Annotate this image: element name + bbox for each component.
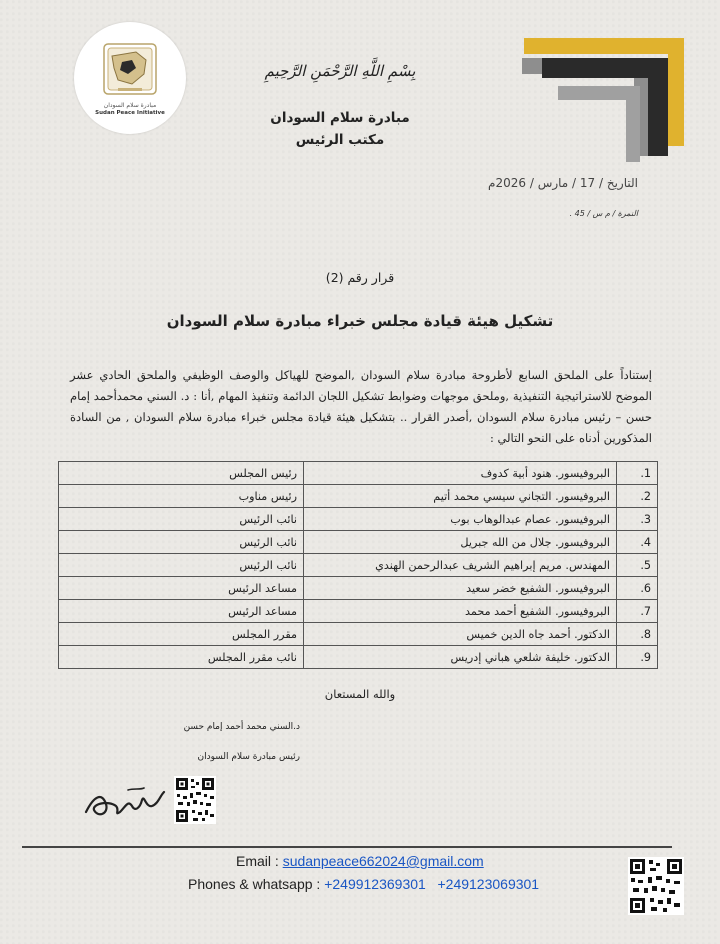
signature-qr-code-icon bbox=[174, 776, 216, 824]
member-role: مساعد الرئيس bbox=[59, 577, 304, 600]
closing-phrase: والله المستعان bbox=[324, 687, 396, 701]
member-number: 9. bbox=[617, 646, 658, 669]
member-number: 5. bbox=[617, 554, 658, 577]
member-name: البروفيسور. عصام عبدالوهاب بوب bbox=[304, 508, 617, 531]
email-link[interactable]: sudanpeace662024@gmail.com bbox=[282, 853, 484, 869]
reference-number: النمرة / م س / 45 . bbox=[569, 209, 638, 218]
table-row bbox=[59, 646, 658, 669]
decision-title: تشكيل هيئة قيادة مجلس خبراء مبادرة سلام السودان bbox=[166, 312, 554, 330]
member-number: 3. bbox=[617, 508, 658, 531]
member-name: المهندس. مريم إبراهيم الشريف عبدالرحمن الهندي bbox=[304, 554, 617, 577]
organization-logo bbox=[74, 22, 186, 134]
member-role: نائب مقرر المجلس bbox=[59, 646, 304, 669]
member-role: نائب الرئيس bbox=[59, 531, 304, 554]
organization-name: مبادرة سلام السودان bbox=[270, 110, 410, 126]
member-name: البروفيسور. الشفيع خضر سعيد bbox=[304, 577, 617, 600]
member-name: البروفيسور. هنود أبية كدوف bbox=[304, 462, 617, 485]
member-name: الدكتور. خليفة شلعي هباني إدريس bbox=[304, 646, 617, 669]
member-number: 7. bbox=[617, 600, 658, 623]
signer-title: رئيس مبادرة سلام السودان bbox=[197, 752, 300, 762]
signer-name: د.السني محمد أحمد إمام حسن bbox=[183, 722, 300, 732]
phone-1: +249912369301 bbox=[324, 876, 426, 892]
footer-email-line bbox=[236, 853, 484, 869]
member-number: 6. bbox=[617, 577, 658, 600]
document-date: التاريخ / 17 / مارس / 2026م bbox=[488, 176, 638, 190]
logo-emblem-icon bbox=[74, 22, 186, 134]
member-number: 2. bbox=[617, 485, 658, 508]
table-row bbox=[59, 531, 658, 554]
member-role: نائب الرئيس bbox=[59, 508, 304, 531]
member-name: البروفيسور. الشفيع أحمد محمد bbox=[304, 600, 617, 623]
member-role: مساعد الرئيس bbox=[59, 600, 304, 623]
basmala: بِسْمِ اللَّهِ الرَّحْمَنِ الرَّحِيمِ bbox=[264, 62, 416, 80]
email-label: Email : bbox=[236, 853, 279, 869]
office-name: مكتب الرئيس bbox=[295, 132, 385, 148]
decision-body: إستناداً على الملحق السابع لأطروحة مبادرة سلام السودان ,الموضح للهياكل والوصف الوظيفي والملحق الحادي عشر الموضح للاستراتيجية التنفيذية ,وملحق موجهات وضوابط تشكيل اللجان الدائمة وتنفيذ المهام ,أنا : د. السني محمدأحمد إمام حسن – رئيس مبادرة سلام السودان ,أصدر القرار .. بتشكيل هيئة قيادة مجلس خبراء مبادرة سلام السودان , من السادة المذكورين أدناه على النحو التالي : bbox=[70, 368, 652, 445]
chevron-decoration-icon bbox=[518, 34, 688, 164]
table-row bbox=[59, 485, 658, 508]
handwritten-signature bbox=[80, 778, 170, 824]
member-role: رئيس مناوب bbox=[59, 485, 304, 508]
footer-phone-line bbox=[188, 876, 539, 892]
footer-divider bbox=[22, 846, 672, 848]
table-row bbox=[59, 623, 658, 646]
table-row bbox=[59, 508, 658, 531]
member-name: البروفيسور. جلال من الله جبريل bbox=[304, 531, 617, 554]
table-row bbox=[59, 600, 658, 623]
phone-2: +249123069301 bbox=[437, 876, 540, 892]
logo-arabic-text: مبادرة سلام السودان bbox=[103, 102, 157, 109]
member-number: 1. bbox=[617, 462, 658, 485]
member-number: 8. bbox=[617, 623, 658, 646]
table-row bbox=[59, 462, 658, 485]
member-name: الدكتور. أحمد جاه الدين خميس bbox=[304, 623, 617, 646]
member-role: مقرر المجلس bbox=[59, 623, 304, 646]
decision-number: قرار رقم (2) bbox=[325, 270, 395, 285]
footer-qr-code-icon bbox=[628, 857, 684, 915]
member-role: رئيس المجلس bbox=[59, 462, 304, 485]
phones-label: Phones & whatsapp : bbox=[188, 876, 321, 892]
table-row bbox=[59, 577, 658, 600]
member-name: البروفيسور. التجاني سيسي محمد أتيم bbox=[304, 485, 617, 508]
member-role: نائب الرئيس bbox=[59, 554, 304, 577]
members-table bbox=[58, 461, 658, 669]
logo-english-text: Sudan Peace Initiative bbox=[95, 110, 165, 116]
table-row bbox=[59, 554, 658, 577]
member-number: 4. bbox=[617, 531, 658, 554]
